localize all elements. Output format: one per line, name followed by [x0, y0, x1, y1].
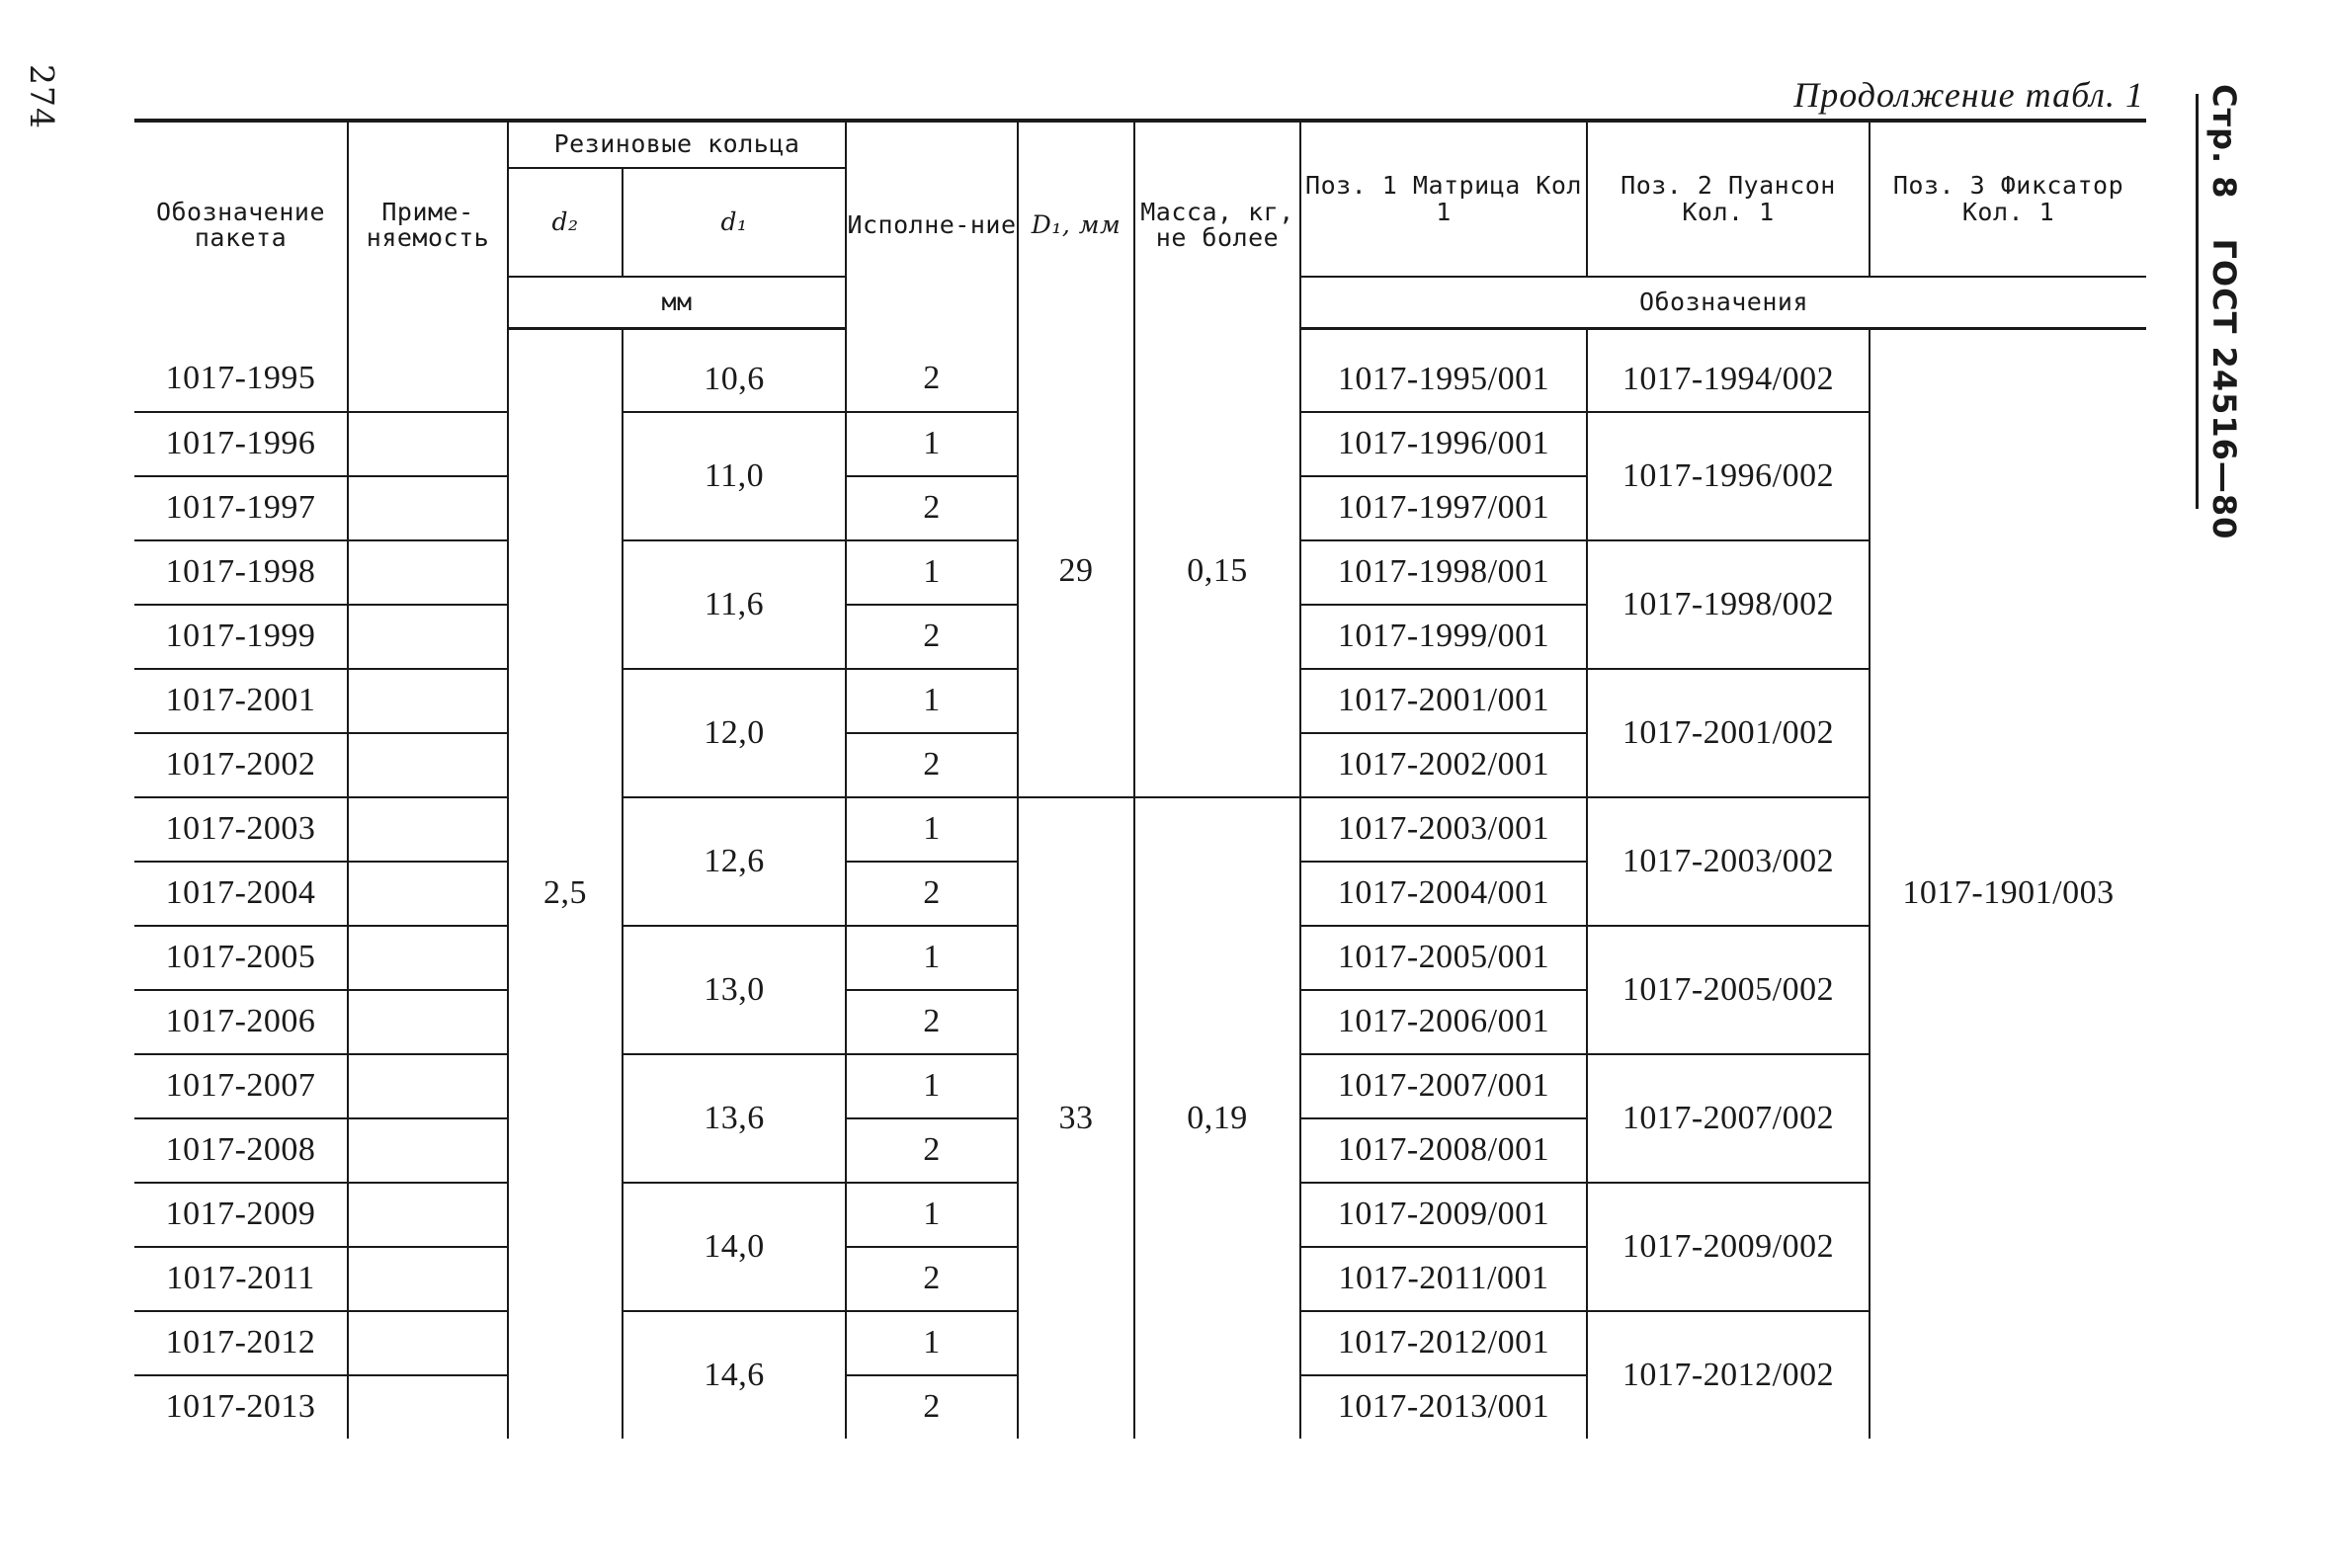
d1-value: 14,6 [623, 1311, 846, 1439]
package-code: 1017-1998 [134, 540, 348, 605]
d1-value: 12,6 [623, 797, 846, 926]
applicability-cell [348, 990, 508, 1054]
package-code: 1017-2006 [134, 990, 348, 1054]
d1-value: 10,6 [623, 328, 846, 412]
execution-value: 1 [846, 797, 1018, 862]
applicability-cell [348, 1375, 508, 1439]
execution-value: 2 [846, 1247, 1018, 1311]
mass-value: 0,15 [1134, 328, 1300, 797]
pos1-code: 1017-2006/001 [1300, 990, 1587, 1054]
header-package-designation: Обозначение пакета [134, 121, 348, 328]
pos1-code: 1017-1999/001 [1300, 605, 1587, 669]
package-code: 1017-1999 [134, 605, 348, 669]
package-code: 1017-2009 [134, 1183, 348, 1247]
page-number: 274 [23, 64, 61, 129]
header-d1 [623, 168, 846, 277]
package-code: 1017-2007 [134, 1054, 348, 1118]
pos2-code: 1017-1994/002 [1587, 328, 1870, 412]
mass-value: 0,19 [1134, 797, 1300, 1439]
execution-value: 2 [846, 990, 1018, 1054]
execution-value: 2 [846, 1118, 1018, 1183]
pos2-code: 1017-2003/002 [1587, 797, 1870, 926]
d1-value: 13,0 [623, 926, 846, 1054]
pos1-code: 1017-2001/001 [1300, 669, 1587, 733]
pos1-code: 1017-2008/001 [1300, 1118, 1587, 1183]
execution-value: 2 [846, 605, 1018, 669]
side-label [2205, 84, 2243, 539]
header-pos3-fixator: Поз. 3 Фиксатор Кол. 1 [1870, 121, 2146, 277]
d1-value: 14,0 [623, 1183, 846, 1311]
d1-value: 11,0 [623, 412, 846, 540]
execution-value: 1 [846, 1054, 1018, 1118]
execution-value: 2 [846, 1375, 1018, 1439]
execution-value: 1 [846, 669, 1018, 733]
package-code: 1017-1996 [134, 412, 348, 476]
pos1-code: 1017-2004/001 [1300, 862, 1587, 926]
execution-value: 1 [846, 1311, 1018, 1375]
d1-value: 11,6 [623, 540, 846, 669]
pos1-code: 1017-1995/001 [1300, 328, 1587, 412]
applicability-cell [348, 1054, 508, 1118]
applicability-cell [348, 328, 508, 412]
d2-value: 2,5 [508, 328, 623, 1439]
header-mm: мм [508, 277, 846, 328]
header-d2 [508, 168, 623, 277]
applicability-cell [348, 926, 508, 990]
pos3-code: 1017-1901/003 [1870, 328, 2146, 1439]
package-code: 1017-2005 [134, 926, 348, 990]
D1-value: 33 [1018, 797, 1134, 1439]
pos2-code: 1017-2009/002 [1587, 1183, 1870, 1311]
pos1-code: 1017-2005/001 [1300, 926, 1587, 990]
d1-value: 12,0 [623, 669, 846, 797]
package-code: 1017-2012 [134, 1311, 348, 1375]
header-pos2-punch: Поз. 2 Пуансон Кол. 1 [1587, 121, 1870, 277]
header-mass: Масса, кг, не более [1134, 121, 1300, 328]
execution-value: 2 [846, 476, 1018, 540]
pos1-code: 1017-2012/001 [1300, 1311, 1587, 1375]
package-code: 1017-2003 [134, 797, 348, 862]
applicability-cell [348, 1311, 508, 1375]
execution-value: 1 [846, 926, 1018, 990]
table-continuation-caption: Продолжение табл. 1 [1793, 75, 2144, 115]
pos1-code: 1017-1998/001 [1300, 540, 1587, 605]
header-designations: Обозначения [1300, 277, 2146, 328]
header-D1-text: D₁, мм [1031, 209, 1122, 239]
pos1-code: 1017-2002/001 [1300, 733, 1587, 797]
execution-value: 2 [846, 733, 1018, 797]
execution-value: 2 [846, 862, 1018, 926]
execution-value: 1 [846, 540, 1018, 605]
pos1-code: 1017-2013/001 [1300, 1375, 1587, 1439]
execution-value: 1 [846, 412, 1018, 476]
pos2-code: 1017-2012/002 [1587, 1311, 1870, 1439]
pos1-code: 1017-2009/001 [1300, 1183, 1587, 1247]
package-code: 1017-2004 [134, 862, 348, 926]
page-ref: Стр. 8 [2205, 84, 2243, 200]
applicability-cell [348, 1247, 508, 1311]
execution-value: 1 [846, 1183, 1018, 1247]
pos1-code: 1017-1996/001 [1300, 412, 1587, 476]
pos2-code: 1017-1998/002 [1587, 540, 1870, 669]
package-code: 1017-2001 [134, 669, 348, 733]
applicability-cell [348, 1118, 508, 1183]
gost-number: ГОСТ 24516—80 [2205, 238, 2243, 540]
header-rubber-rings: Резиновые кольца [508, 121, 846, 168]
applicability-cell [348, 412, 508, 476]
package-code: 1017-2002 [134, 733, 348, 797]
pos1-code: 1017-2007/001 [1300, 1054, 1587, 1118]
pos2-code: 1017-2007/002 [1587, 1054, 1870, 1183]
applicability-cell [348, 862, 508, 926]
applicability-cell [348, 669, 508, 733]
pos1-code: 1017-2011/001 [1300, 1247, 1587, 1311]
pos2-code: 1017-1996/002 [1587, 412, 1870, 540]
d1-value: 13,6 [623, 1054, 846, 1183]
pos1-code: 1017-1997/001 [1300, 476, 1587, 540]
applicability-cell [348, 1183, 508, 1247]
package-code: 1017-1995 [134, 328, 348, 412]
header-execution: Исполне-ние [846, 121, 1018, 328]
side-rule [2196, 94, 2199, 509]
applicability-cell [348, 605, 508, 669]
header-d2-text: d₂ [551, 206, 579, 236]
package-code: 1017-1997 [134, 476, 348, 540]
execution-value: 2 [846, 328, 1018, 412]
package-spec-table [134, 119, 2146, 1439]
header-D1 [1018, 121, 1134, 328]
header-applicability: Приме-няемость [348, 121, 508, 328]
applicability-cell [348, 733, 508, 797]
header-pos1-matrix: Поз. 1 Матрица Кол 1 [1300, 121, 1587, 277]
package-code: 1017-2011 [134, 1247, 348, 1311]
pos2-code: 1017-2005/002 [1587, 926, 1870, 1054]
applicability-cell [348, 797, 508, 862]
header-d1-text: d₁ [720, 206, 748, 236]
package-code: 1017-2013 [165, 1388, 316, 1425]
package-code: 1017-2008 [134, 1118, 348, 1183]
applicability-cell [348, 540, 508, 605]
D1-value: 29 [1018, 328, 1134, 797]
pos2-code: 1017-2001/002 [1587, 669, 1870, 797]
applicability-cell [348, 476, 508, 540]
pos1-code: 1017-2003/001 [1300, 797, 1587, 862]
